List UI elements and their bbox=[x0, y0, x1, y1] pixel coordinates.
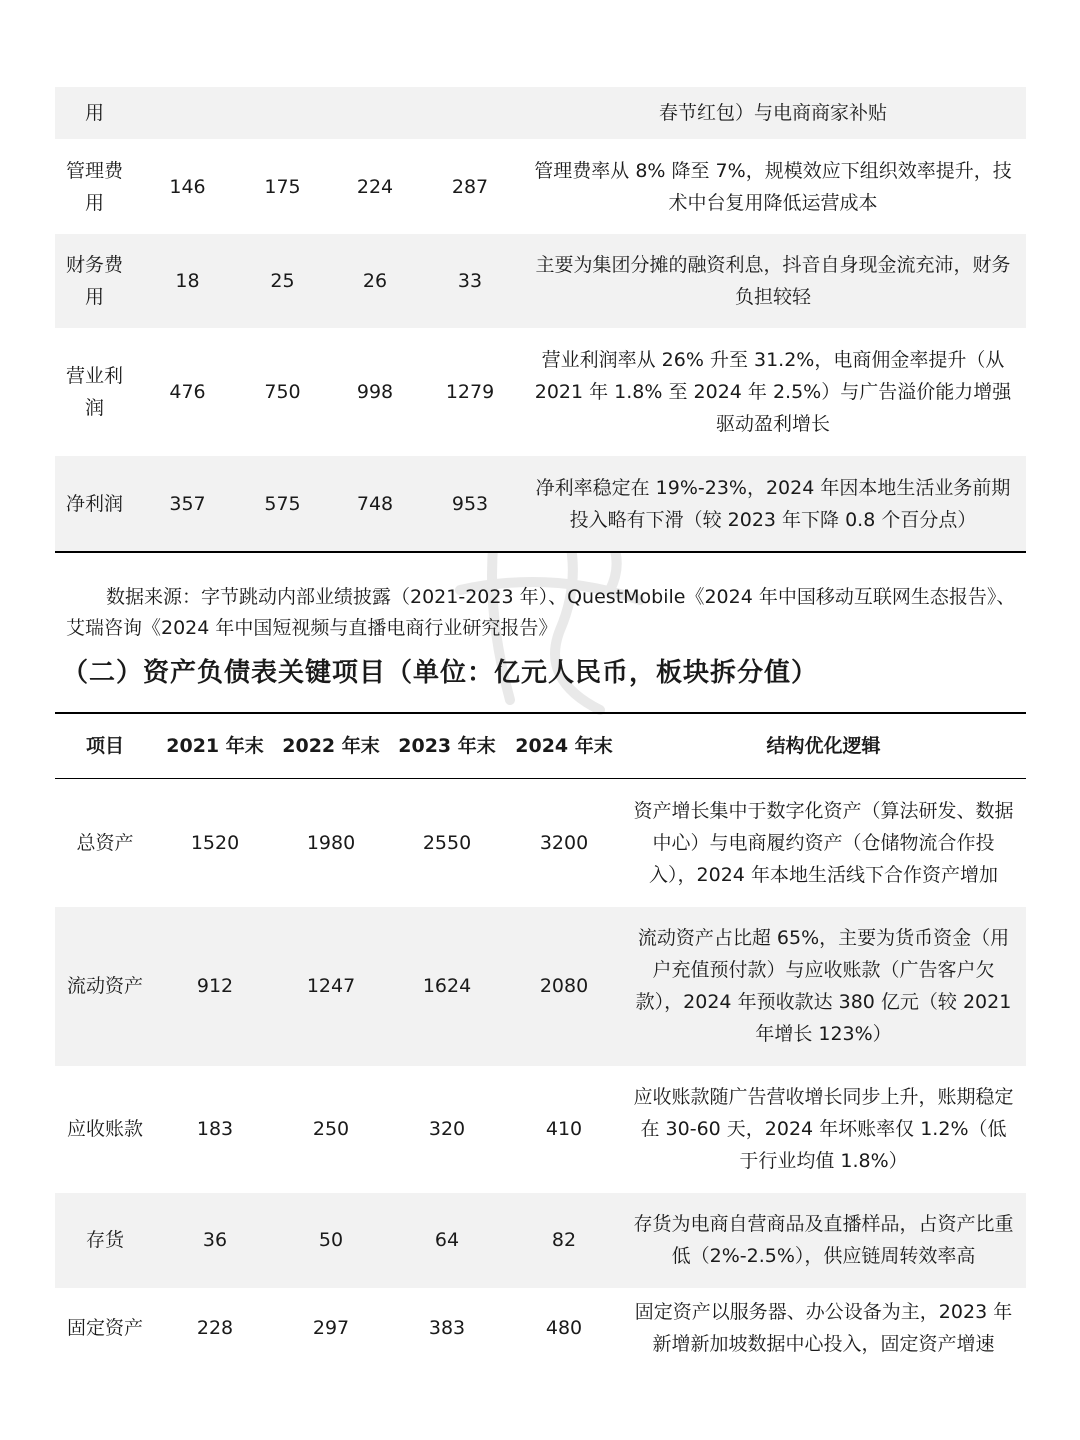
row-item: 存货 bbox=[55, 1193, 155, 1288]
value-2021 bbox=[140, 87, 235, 139]
table-row bbox=[55, 87, 1026, 139]
row-item: 总资产 bbox=[76, 831, 134, 854]
table-row bbox=[55, 1066, 1026, 1193]
value-2021: 476 bbox=[169, 381, 206, 403]
row-note: 资产增长集中于数字化资产（算法研发、数据中心）与电商履约资产（仓储物流合作投入），2024 年本地生活线下合作资产增加 bbox=[633, 799, 1014, 886]
value-2023: 64 bbox=[387, 1193, 507, 1288]
value-2024: 3200 bbox=[539, 831, 589, 854]
value-2024: 1279 bbox=[445, 381, 495, 403]
value-2023: 2550 bbox=[422, 831, 472, 854]
value-2021: 357 bbox=[140, 456, 235, 552]
table-row bbox=[55, 1193, 1026, 1288]
table-row bbox=[55, 907, 1026, 1066]
row-note: 管理费率从 8% 降至 7%，规模效应下组织效率提升，技术中台复用降低运营成本 bbox=[534, 159, 1012, 214]
column-header: 结构优化逻辑 bbox=[621, 713, 1026, 779]
value-2023: 383 bbox=[428, 1316, 466, 1339]
value-2022 bbox=[235, 87, 330, 139]
table-row bbox=[55, 779, 1026, 907]
row-note: 春节红包）与电商商家补贴 bbox=[520, 87, 1026, 139]
row-note: 主要为集团分摊的融资利息，抖音自身现金流充沛，财务负担较轻 bbox=[520, 234, 1026, 328]
row-item: 流动资产 bbox=[55, 907, 155, 1066]
value-2024: 287 bbox=[451, 175, 489, 198]
value-2021: 228 bbox=[196, 1316, 234, 1339]
row-item: 财务费用 bbox=[55, 234, 140, 328]
row-item: 固定资产 bbox=[66, 1316, 143, 1339]
value-2024: 953 bbox=[420, 456, 520, 552]
row-item: 净利润 bbox=[55, 456, 140, 552]
value-2022: 575 bbox=[235, 456, 330, 552]
table-header-row bbox=[55, 713, 1026, 779]
value-2024: 410 bbox=[545, 1118, 583, 1140]
section-heading: （二）资产负债表关键项目（单位：亿元人民币，板块拆分值） bbox=[62, 658, 819, 688]
column-header: 2021 年末 bbox=[155, 713, 275, 779]
column-header: 2023 年末 bbox=[387, 713, 507, 779]
value-2022: 250 bbox=[312, 1118, 350, 1140]
row-note: 固定资产以服务器、办公设备为主，2023 年新增新加坡数据中心投入，固定资产增速 bbox=[634, 1300, 1013, 1355]
value-2023: 224 bbox=[356, 175, 394, 198]
value-2024 bbox=[420, 87, 520, 139]
column-header: 2024 年末 bbox=[507, 713, 621, 779]
source-note: 数据来源：字节跳动内部业绩披露（2021-2023 年）、QuestMobile《2024 年中国移动互联网生态报告》、艾瑞咨询《2024 年中国短视频与直播电商行业研究报告》 bbox=[66, 586, 1016, 639]
value-2022: 175 bbox=[264, 175, 301, 198]
value-2021: 18 bbox=[140, 234, 235, 328]
row-item: 用 bbox=[55, 87, 140, 139]
value-2021: 1520 bbox=[190, 831, 240, 854]
value-2022: 1247 bbox=[275, 907, 387, 1066]
row-item: 营业利润 bbox=[65, 365, 123, 419]
value-2022: 25 bbox=[235, 234, 330, 328]
column-header: 2022 年末 bbox=[275, 713, 387, 779]
row-item: 应收账款 bbox=[66, 1118, 143, 1140]
value-2022: 297 bbox=[312, 1316, 350, 1339]
value-2021: 912 bbox=[155, 907, 275, 1066]
value-2022: 1980 bbox=[306, 831, 356, 854]
column-header: 项目 bbox=[55, 713, 155, 779]
row-item: 管理费用 bbox=[65, 159, 123, 214]
value-2021: 36 bbox=[155, 1193, 275, 1288]
value-2024: 82 bbox=[507, 1193, 621, 1288]
row-note: 营业利润率从 26% 升至 31.2%，电商佣金率提升（从 2021 年 1.8% 至 2024 年 2.5%）与广告溢价能力增强驱动盈利增长 bbox=[534, 349, 1012, 435]
income-table bbox=[55, 87, 1026, 553]
table-row bbox=[55, 139, 1026, 234]
value-2022: 50 bbox=[275, 1193, 387, 1288]
value-2024: 480 bbox=[545, 1316, 583, 1339]
table-row bbox=[55, 456, 1026, 552]
value-2024: 2080 bbox=[507, 907, 621, 1066]
value-2023: 1624 bbox=[387, 907, 507, 1066]
value-2022: 750 bbox=[264, 381, 301, 403]
value-2023: 320 bbox=[428, 1118, 466, 1140]
value-2024: 33 bbox=[420, 234, 520, 328]
value-2023 bbox=[330, 87, 420, 139]
row-note: 净利率稳定在 19%-23%，2024 年因本地生活业务前期投入略有下滑（较 2023 年下降 0.8 个百分点） bbox=[520, 456, 1026, 552]
table-row bbox=[55, 234, 1026, 328]
value-2023: 748 bbox=[330, 456, 420, 552]
value-2023: 998 bbox=[356, 381, 394, 403]
value-2023: 26 bbox=[330, 234, 420, 328]
table-row bbox=[55, 328, 1026, 456]
row-note: 存货为电商自营商品及直播样品，占资产比重低（2%-2.5%），供应链周转效率高 bbox=[621, 1193, 1026, 1288]
table-row bbox=[55, 1288, 1026, 1368]
value-2021: 146 bbox=[169, 175, 206, 198]
value-2021: 183 bbox=[196, 1118, 234, 1140]
balance-sheet-table bbox=[55, 712, 1026, 1368]
row-note: 应收账款随广告营收增长同步上升，账期稳定在 30-60 天，2024 年坏账率仅 1.2%（低于行业均值 1.8%） bbox=[633, 1086, 1014, 1172]
row-note: 流动资产占比超 65%，主要为货币资金（用户充值预付款）与应收账款（广告客户欠款），2024 年预收款达 380 亿元（较 2021 年增长 123%） bbox=[621, 907, 1026, 1066]
